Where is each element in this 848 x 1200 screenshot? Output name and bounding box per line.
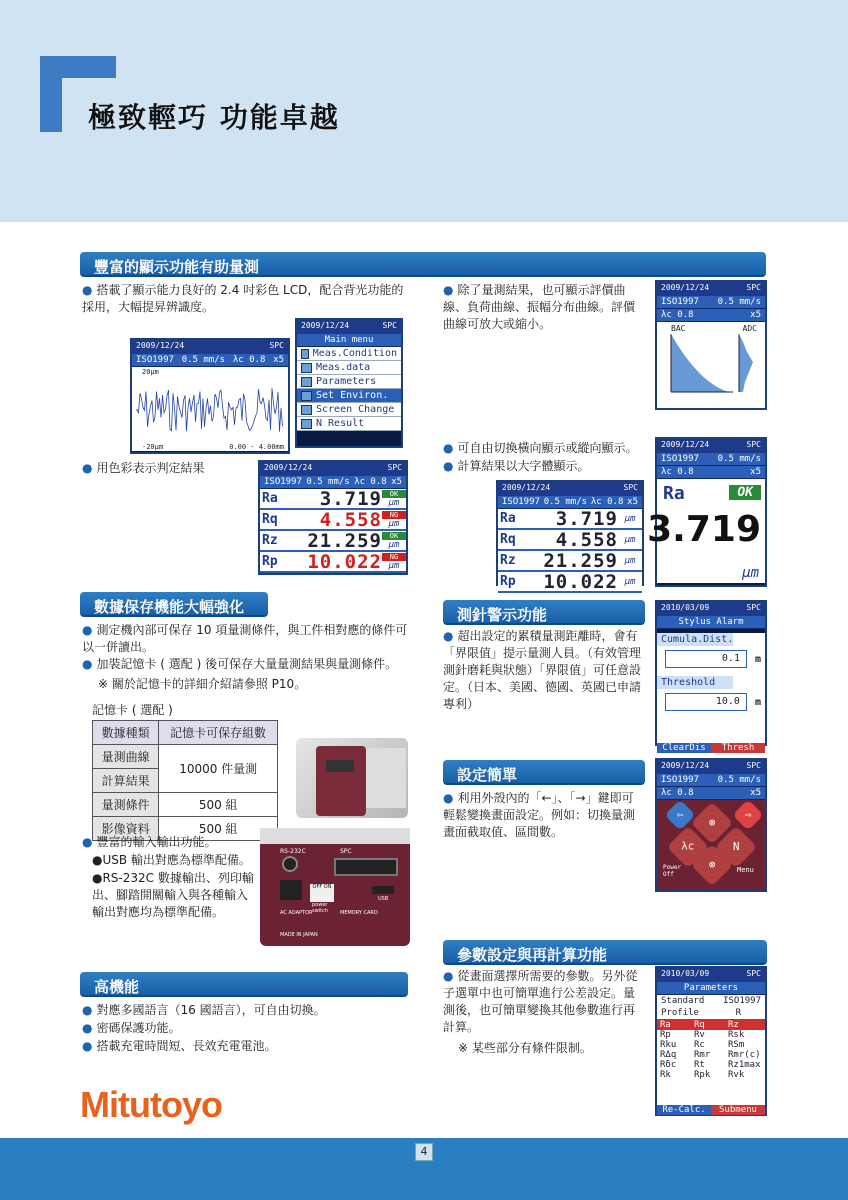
menu-item[interactable] xyxy=(297,347,401,361)
result-name: Rz xyxy=(262,533,278,548)
result-unit: μm xyxy=(624,576,636,587)
result-unit: OK μm xyxy=(382,490,406,508)
result-unit: NG μm xyxy=(382,511,406,529)
result-name: Ra xyxy=(500,511,516,526)
param-cell[interactable]: RSm xyxy=(728,1040,745,1050)
memory-card-table: 數據種類 記憶卡可保存組數 量測曲線 10000 件量測 計算結果 量測條件 500 組 影像資料 500 組 xyxy=(92,720,278,841)
device-screen-waveform: 2009/12/24 SPC ISO1997 0.5 mm/s λc 0.8 x5 20μm -20μm 0.00 - 4.00mm xyxy=(130,338,290,454)
submenu-button[interactable]: Submenu xyxy=(711,1105,765,1115)
sec4-bullet-1: ● 利用外殼內的「←」、「→」鍵即可輕鬆變換畫面設定。例如：切換量測畫面截取值、區間數。 xyxy=(443,791,636,839)
menu-item-icon xyxy=(301,405,312,415)
param-cell[interactable]: Rpk xyxy=(694,1070,711,1080)
page-number: 4 xyxy=(415,1143,433,1161)
menu-item[interactable] xyxy=(297,375,401,389)
io-ports-photo: RS-232C SPC OFF ON Battery power switch USB AC ADAPTOR MEMORY CARD MADE IN JAPAN xyxy=(260,828,410,946)
device-screen-stylus-alarm: 2010/03/09 SPC Stylus Alarm Cumula.Dist. 0.1 m Threshold 10.0 m ClearDis Thresh xyxy=(655,600,767,746)
menu-item-label: Meas.Condition xyxy=(312,348,397,359)
param-cell[interactable]: Rt xyxy=(694,1060,705,1070)
param-cell[interactable]: Rvk xyxy=(728,1070,745,1080)
result-unit: μm xyxy=(624,534,636,545)
menu-item-icon xyxy=(301,419,312,429)
param-cell[interactable]: Rp xyxy=(660,1030,671,1040)
menu-item-icon xyxy=(301,349,309,359)
result-name: Rp xyxy=(500,574,516,589)
result-value: 21.259 xyxy=(307,529,382,552)
param-cell[interactable]: Ra xyxy=(660,1020,671,1030)
menu-item-label: Meas.data xyxy=(316,362,371,373)
menu-item[interactable] xyxy=(297,403,401,417)
device-screen-bigvalue: 2009/12/24 SPC ISO1997 0.5 mm/s λc 0.8 x5 Ra OK 3.719 μm xyxy=(655,437,767,587)
result-name: Ra xyxy=(262,491,278,506)
recalc-button[interactable]: Re-Calc. xyxy=(657,1105,711,1115)
param-row[interactable] xyxy=(657,1040,765,1050)
sec3-bullet-1: ● 超出設定的累積量測距離時，會有「界限值」提示量測人員。（有效管理測針磨耗與狀態）「界限值」可任意設定。（日本、美國、德國、英國已申請專利） xyxy=(443,629,642,711)
menu-item-label: Parameters xyxy=(316,376,377,387)
result-unit: OK μm xyxy=(382,532,406,550)
section-header-stylus: 測針警示功能 xyxy=(443,600,645,625)
menu-item-icon xyxy=(301,363,312,373)
result-value: 3.719 xyxy=(555,507,618,530)
judgment-badge: NG xyxy=(382,511,406,519)
judgment-badge: OK xyxy=(382,532,406,540)
sec1-bullet-4: ● 可自由切換橫向顯示或縱向顯示。 xyxy=(443,441,638,455)
menu-item-label: N Result xyxy=(316,418,365,429)
result-row xyxy=(498,551,642,572)
threshold-button[interactable]: Thresh xyxy=(711,743,765,753)
device-keypad: 2009/12/24 SPC ISO1997 0.5 mm/s λc 0.8 x5 ⊗ ⇦ ⇨ λc N ⊗ Power Off Menu xyxy=(655,758,767,892)
sec2-bullet-3: ● 豐富的輸入輸出功能。 xyxy=(82,835,217,849)
menu-key[interactable]: Menu xyxy=(737,866,754,874)
section-header-storage: 數據保存機能大幅強化 xyxy=(80,592,268,617)
menu-item-icon xyxy=(301,391,312,401)
menu-item[interactable] xyxy=(297,361,401,375)
device-screen-main-menu: 2009/12/24 SPC Main menu Meas.Condition Meas.data Parameters Set Environ. Screen Change N Result xyxy=(295,318,403,448)
result-row xyxy=(260,552,406,573)
sec6-bullet-2: ● 密碼保護功能。 xyxy=(82,1021,181,1035)
param-row[interactable] xyxy=(657,1050,765,1060)
section-header-params: 參數設定與再計算功能 xyxy=(443,940,767,965)
result-value: 4.558 xyxy=(319,508,382,531)
result-unit: NG μm xyxy=(382,553,406,571)
param-cell[interactable]: Rku xyxy=(660,1040,677,1050)
result-value: 3.719 xyxy=(319,487,382,510)
sec1-bullet-1: ● 搭載了顯示能力良好的 2.4 吋彩色 LCD，配合背光功能的採用，大幅提昇辨識度。 xyxy=(82,283,404,314)
param-cell[interactable]: Rmr(c) xyxy=(728,1050,761,1060)
param-cell[interactable]: Rsk xyxy=(728,1030,745,1040)
param-cell[interactable]: Rz1max xyxy=(728,1060,761,1070)
param-cell[interactable]: RΔq xyxy=(660,1050,677,1060)
result-name: Rq xyxy=(262,512,278,527)
sec1-bullet-2: ● 用色彩表示判定結果 xyxy=(82,461,205,475)
result-row xyxy=(260,510,406,531)
menu-item-label: Screen Change xyxy=(316,404,395,415)
left-arrow-icon[interactable]: ⇦ xyxy=(664,799,695,830)
result-unit: μm xyxy=(624,555,636,566)
device-screen-landscape: 2009/12/24 SPC ISO1997 0.5 mm/s λc 0.8 x5 Ra 3.719 μm Rq 4.558 μm Rz 21.259 μm Rp 10.022 μm xyxy=(496,480,644,586)
sec6-bullet-3: ● 搭載充電時間短、長效充電電池。 xyxy=(82,1039,277,1053)
result-value: 21.259 xyxy=(543,549,618,572)
menu-item-icon xyxy=(301,377,312,387)
result-value: 10.022 xyxy=(543,570,618,593)
device-screen-parameters: 2010/03/09 SPC Parameters Standard ISO1997 Profile R Ra Rq Rz Rp Rv Rsk Rku Rc RSm RΔq Rmr Rmr(c) Rδc Rt Rz1max Rk Rpk Rvk Re-Calc. Submenu xyxy=(655,966,767,1116)
mitutoyo-logo: Mitutoyo xyxy=(80,1084,222,1125)
result-row xyxy=(498,530,642,551)
param-row[interactable] xyxy=(657,1060,765,1070)
judgment-badge: OK xyxy=(382,490,406,498)
param-row[interactable] xyxy=(657,1020,765,1030)
result-unit: μm xyxy=(624,513,636,524)
result-row xyxy=(260,489,406,510)
result-row xyxy=(498,572,642,593)
sec6-bullet-1: ● 對應多國語言（16 國語言），可自由切換。 xyxy=(82,1003,326,1017)
param-cell[interactable]: Rc xyxy=(694,1040,705,1050)
device-screen-bac: 2009/12/24 SPC ISO1997 0.5 mm/s λc 0.8 x5 BAC ADC xyxy=(655,280,767,410)
bac-adc-plot xyxy=(657,322,765,408)
sec2-sub-1: ●USB 輸出對應為標準配備。 xyxy=(92,853,251,867)
up-key[interactable]: ⊗ xyxy=(691,802,733,844)
sec1-bullet-5: ● 計算結果以大字體顯示。 xyxy=(443,459,590,473)
menu-item[interactable] xyxy=(297,417,401,431)
sec1-bullet-3: ● 除了量測結果，也可顯示評價曲線、負荷曲線、振幅分布曲線。評價曲線可放大或縮小。 xyxy=(443,283,636,331)
sec2-bullet-2: ● 加裝記憶卡 ( 選配 ) 後可保存大量量測結果與量測條件。 xyxy=(82,657,398,671)
lc-key[interactable]: λc xyxy=(667,826,709,868)
power-off-key[interactable]: Power Off xyxy=(663,864,682,878)
sec2-bullet-1: ● 測定機內部可保存 10 項量測條件，與工件相對應的條件可以一併讀出。 xyxy=(82,623,408,654)
param-row[interactable] xyxy=(657,1070,765,1080)
param-row[interactable] xyxy=(657,1030,765,1040)
result-row xyxy=(260,531,406,552)
sec5-bullet-1: ● 從畫面選擇所需要的參數。另外從子選單中也可簡單進行公差設定。量測後，也可簡單變換其他參數進行再計算。 xyxy=(443,969,638,1034)
param-cell[interactable]: Rv xyxy=(694,1030,705,1040)
param-cell[interactable]: Rδc xyxy=(660,1060,677,1070)
menu-item-label: Set Environ. xyxy=(316,390,389,401)
sec2-note: ※ 關於記憶卡的詳細介紹請參照 P10。 xyxy=(98,677,307,691)
section-header-features: 高機能 xyxy=(80,972,408,997)
section-header-easy: 設定簡單 xyxy=(443,760,645,785)
menu-item[interactable] xyxy=(297,389,401,403)
waveform-plot xyxy=(132,375,288,445)
title-accent-h xyxy=(40,56,116,78)
result-name: Rp xyxy=(262,554,278,569)
param-cell[interactable]: Rk xyxy=(660,1070,671,1080)
page-title: 極致輕巧 功能卓越 xyxy=(88,101,340,134)
result-name: Rz xyxy=(500,553,516,568)
n-key[interactable]: N xyxy=(715,826,757,868)
result-value: 4.558 xyxy=(555,528,618,551)
result-row xyxy=(498,509,642,530)
param-cell[interactable]: Rmr xyxy=(694,1050,711,1060)
section-header-display: 豐富的顯示功能有助量測 xyxy=(80,252,766,277)
sec2-sub-2: ●RS-232C 數據輸出、列印輸出、腳踏開關輸入與各種輸入輸出對應均為標準配備。 xyxy=(92,871,254,919)
device-screen-judgment: 2009/12/24 SPC ISO1997 0.5 mm/s λc 0.8 x5 Ra 3.719 OK μm Rq 4.558 NG μm Rz 21.259 OK μm Rp 10.022 NG μm xyxy=(258,460,408,575)
judgment-badge: NG xyxy=(382,553,406,561)
clear-dist-button[interactable]: ClearDis xyxy=(657,743,711,753)
table-caption: 記憶卡 ( 選配 ) xyxy=(92,703,173,717)
down-key[interactable]: ⊗ xyxy=(691,844,733,886)
param-cell[interactable]: Rq xyxy=(694,1020,705,1030)
result-value: 10.022 xyxy=(307,550,382,573)
param-cell[interactable]: Rz xyxy=(728,1020,739,1030)
result-name: Rq xyxy=(500,532,516,547)
sec5-note: ※ 某些部分有條件限制。 xyxy=(458,1041,592,1055)
right-arrow-icon[interactable]: ⇨ xyxy=(732,799,763,830)
memory-card-slot-photo xyxy=(296,738,408,818)
